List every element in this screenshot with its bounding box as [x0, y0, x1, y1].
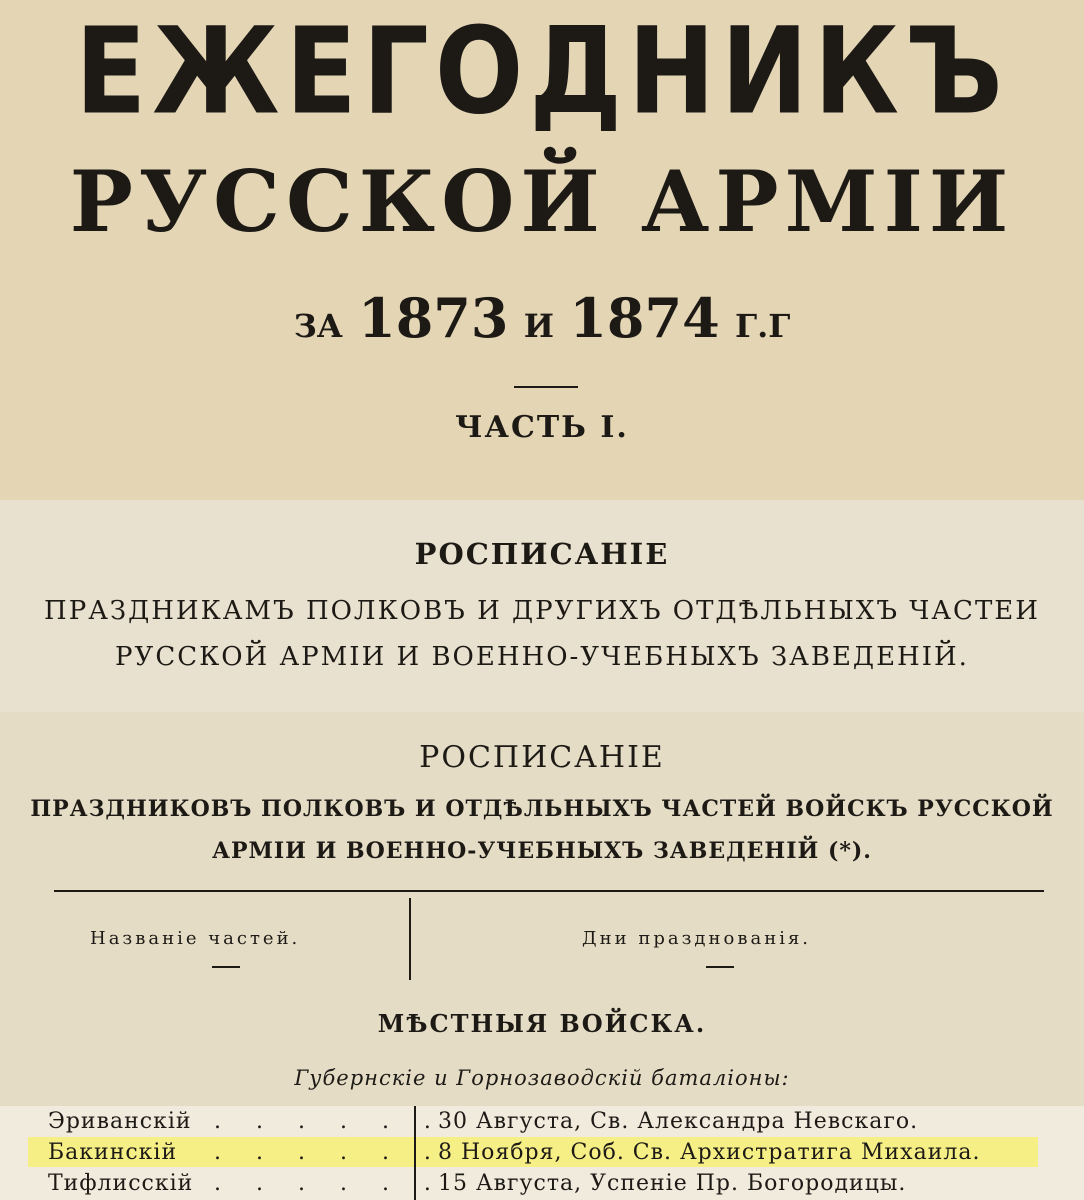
years-prefix: ЗА	[293, 307, 343, 345]
table-row	[0, 1168, 1084, 1199]
years-suffix: Г.Г	[734, 307, 791, 345]
table-top-rule	[54, 890, 1044, 892]
section2-subtitle-line-2: АРМIИ И ВОЕННО-УЧЕБНЫХЪ ЗАВЕДЕНIЙ (*).	[212, 838, 872, 864]
feast-day: 15 Августа, Успенiе Пр. Богородицы.	[438, 1171, 907, 1196]
column-header-feast-day: Дни празднованiя.	[582, 928, 812, 949]
table-row	[0, 1106, 1084, 1137]
table-header-divider	[409, 898, 411, 980]
book-title-line-2: РУССКОЙ АРМIИ	[69, 152, 1015, 251]
part-label: ЧАСТЬ I.	[455, 410, 629, 445]
year-1874: 1874	[569, 286, 720, 350]
section2-heading: РОСПИСАНIЕ	[419, 740, 665, 775]
book-title-line-1: ЕЖЕГОДНИКЪ	[75, 0, 1009, 142]
column-header-dash-left	[212, 966, 240, 968]
feast-day: 8 Ноября, Соб. Св. Архистратига Михаила.	[438, 1140, 981, 1165]
subgroup-title: Губернскiе и Горнозаводскiй баталiоны:	[294, 1066, 790, 1090]
group-title: МѢСТНЫЯ ВОЙСКА.	[377, 1009, 707, 1038]
leader-dots: . . . . . .	[214, 1140, 445, 1165]
section1-heading: РОСПИСАНIЕ	[414, 537, 670, 571]
leader-dots: . . . . . .	[214, 1109, 445, 1134]
year-1873: 1873	[358, 286, 509, 350]
book-years	[0, 286, 1084, 354]
section1-subtitle-line-2: РУССКОЙ АРМIИ И ВОЕННО-УЧЕБНЫХЪ ЗАВЕДЕНIЙ.	[115, 642, 969, 672]
column-header-dash-right	[706, 966, 734, 968]
feast-day: 30 Августа, Св. Александра Невскаго.	[438, 1109, 919, 1134]
years-conjunction: И	[523, 307, 555, 345]
section1-subtitle-line-1: ПРАЗДНИКАМЪ ПОЛКОВЪ И ДРУГИХЪ ОТДѢЛЬНЫХЪ ЧАСТЕИ	[44, 596, 1040, 626]
column-header-unit-name: Названiе частей.	[90, 928, 301, 949]
title-divider	[514, 386, 578, 388]
unit-name: Эриванскiй	[48, 1109, 192, 1134]
leader-dots: . . . . . .	[214, 1171, 445, 1196]
unit-name: Тифлисскiй	[48, 1171, 194, 1196]
table-row	[0, 1137, 1084, 1168]
section2-subtitle-line-1: ПРАЗДНИКОВЪ ПОЛКОВЪ И ОТДѢЛЬНЫХЪ ЧАСТЕЙ ВОЙСКЪ РУССКОЙ	[30, 796, 1054, 822]
unit-name: Бакинскiй	[48, 1140, 178, 1165]
